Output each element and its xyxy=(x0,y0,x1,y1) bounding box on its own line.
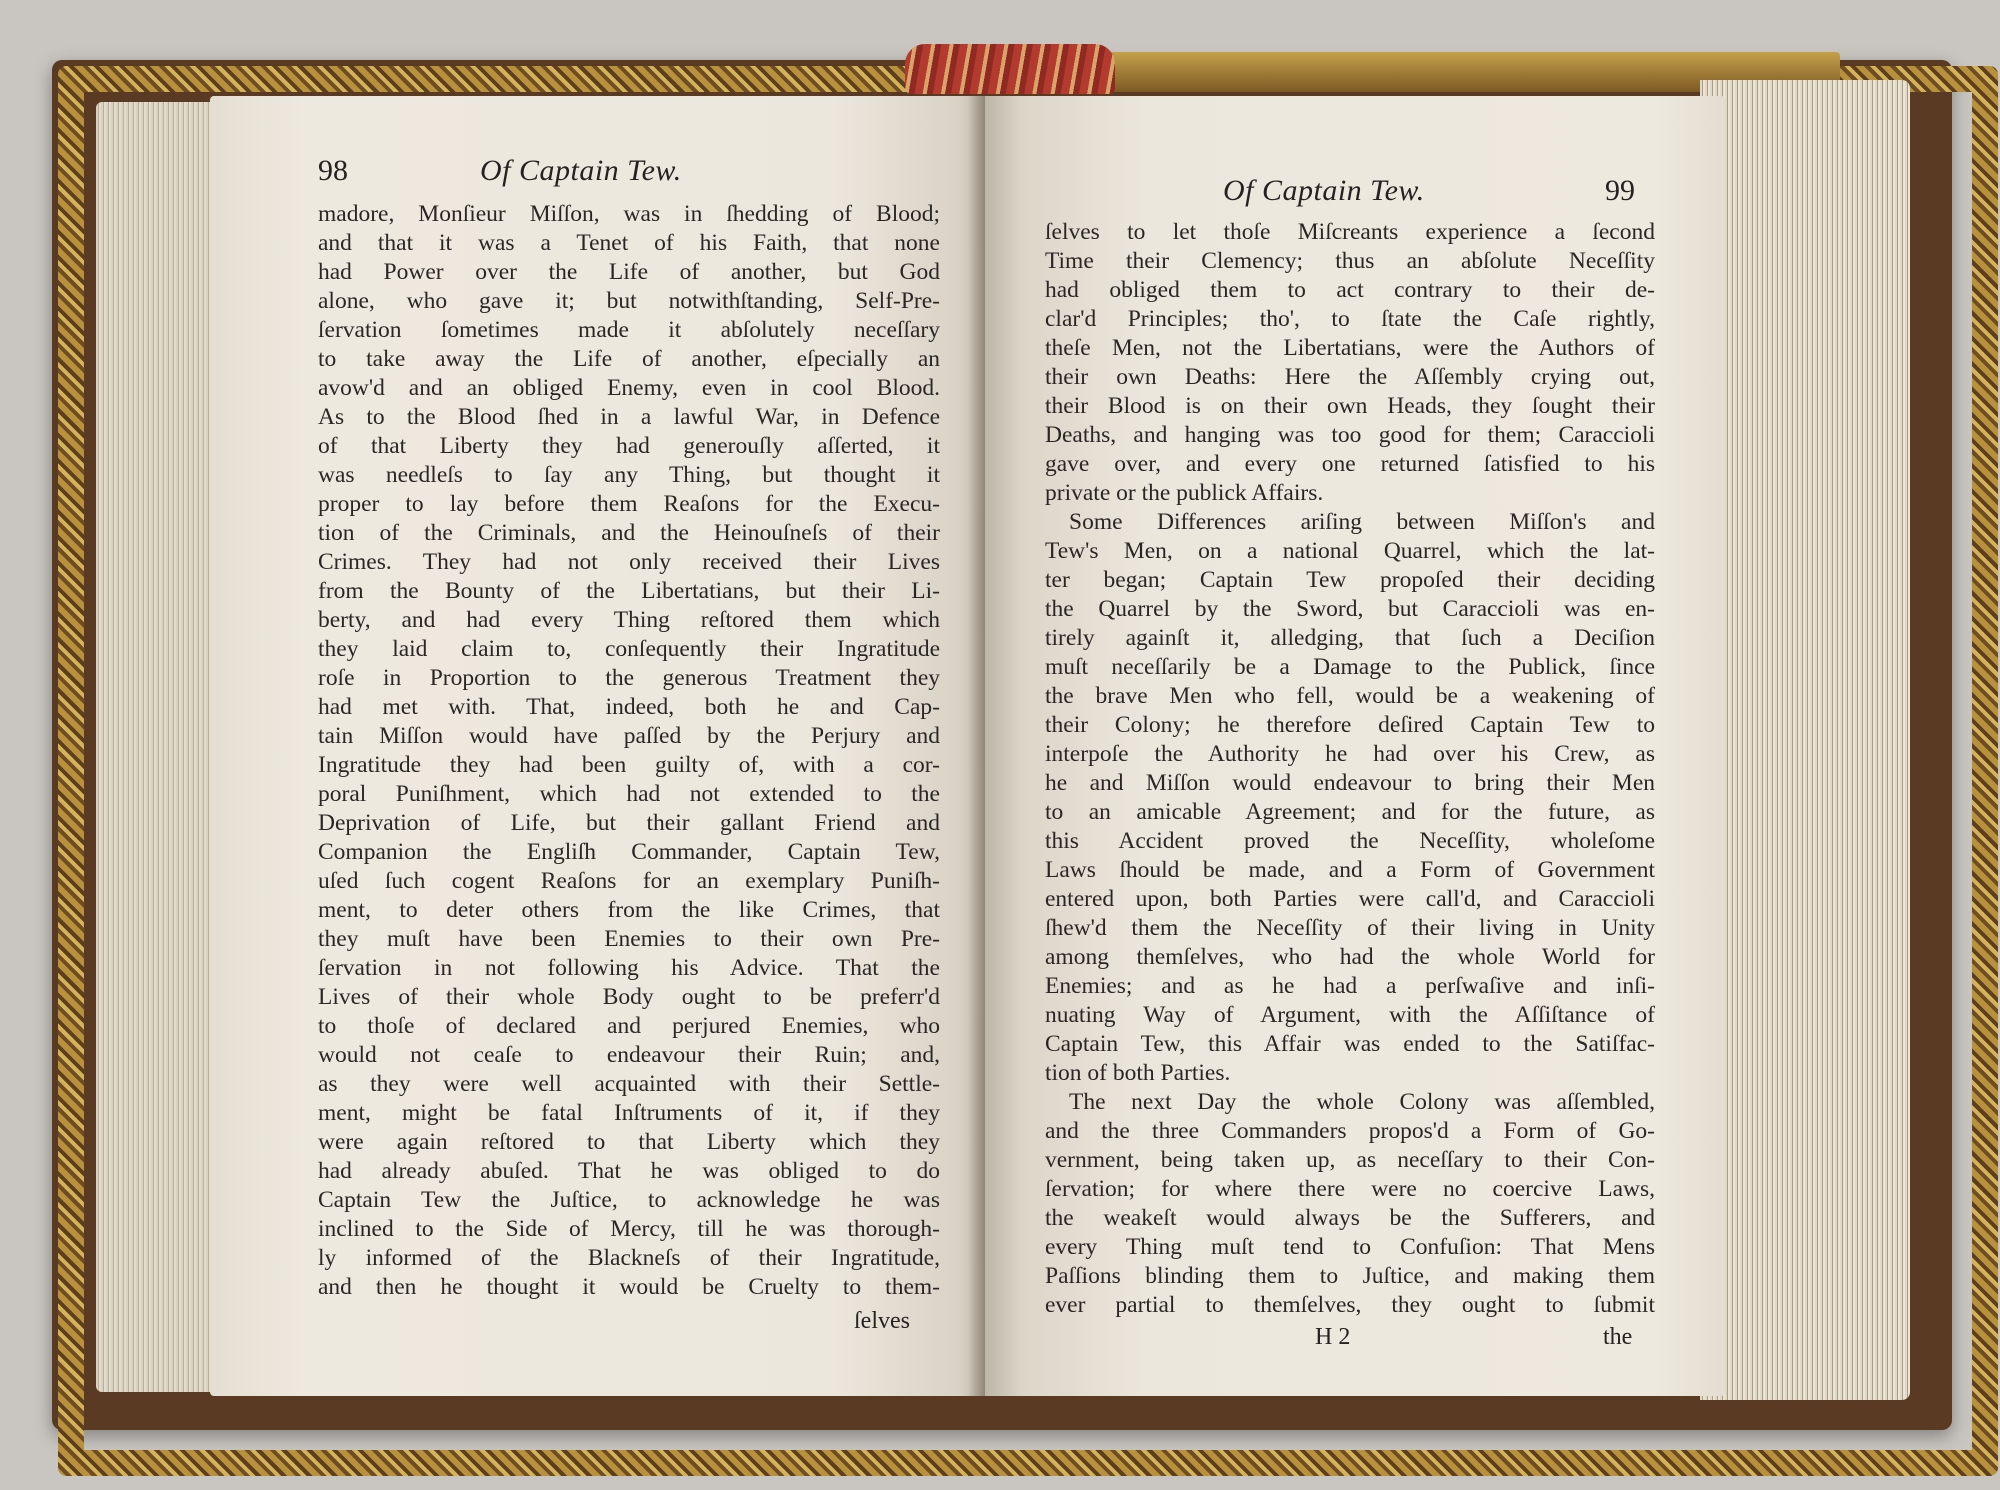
text-line: their own Deaths: Here the Aſſembly crying out, xyxy=(1045,364,1655,390)
text-line: vernment, being taken up, as neceſſary to their Con- xyxy=(1045,1147,1655,1173)
text-line: inclined to the Side of Mercy, till he was thorough- xyxy=(318,1216,940,1242)
left-catchword: ſelves xyxy=(854,1308,910,1334)
text-line: tain Miſſon would have paſſed by the Perjury and xyxy=(318,723,940,749)
text-line: Companion the Engliſh Commander, Captain Tew, xyxy=(318,839,940,865)
text-line: proper to lay before them Reaſons for the Execu- xyxy=(318,491,940,517)
text-line: had Power over the Life of another, but God xyxy=(318,259,940,285)
right-page xyxy=(985,96,1725,1396)
text-line: The next Day the whole Colony was aſſembled, xyxy=(1069,1089,1655,1115)
text-line: As to the Blood ſhed in a lawful War, in Defence xyxy=(318,404,940,430)
text-line: muſt neceſſarily be a Damage to the Publick, ſince xyxy=(1045,654,1655,680)
text-line: Deprivation of Life, but their gallant Friend and xyxy=(318,810,940,836)
text-line: avow'd and an obliged Enemy, even in cool Blood. xyxy=(318,375,940,401)
text-line: entered upon, both Parties were call'd, and Caraccioli xyxy=(1045,886,1655,912)
left-page-edges xyxy=(96,102,216,1392)
text-line: Ingratitude they had been guilty of, with a cor- xyxy=(318,752,940,778)
text-line: private or the publick Affairs. xyxy=(1045,480,1324,506)
text-line: tion of the Criminals, and the Heinouſneſs of their xyxy=(318,520,940,546)
text-line: Tew's Men, on a national Quarrel, which the lat- xyxy=(1045,538,1655,564)
text-line: roſe in Proportion to the generous Treatment they xyxy=(318,665,940,691)
text-line: berty, and had every Thing reſtored them which xyxy=(318,607,940,633)
text-line: ter began; Captain Tew propoſed their deciding xyxy=(1045,567,1655,593)
text-line: among themſelves, who had the whole World for xyxy=(1045,944,1655,970)
text-line: the weakeſt would always be the Sufferers, and xyxy=(1045,1205,1655,1231)
text-line: tirely againſt it, alledging, that ſuch a Deciſion xyxy=(1045,625,1655,651)
text-line: their Colony; he therefore deſired Captain Tew to xyxy=(1045,712,1655,738)
text-line: ment, might be fatal Inſtruments of it, if they xyxy=(318,1100,940,1126)
text-line: interpoſe the Authority he had over his Crew, as xyxy=(1045,741,1655,767)
text-line: and the three Commanders propos'd a Form of Go- xyxy=(1045,1118,1655,1144)
text-line: this Accident proved the Neceſſity, wholeſome xyxy=(1045,828,1655,854)
text-line: their Blood is on their own Heads, they ſought their xyxy=(1045,393,1655,419)
text-line: gave over, and every one returned ſatisfied to his xyxy=(1045,451,1655,477)
left-body-text xyxy=(318,200,940,1302)
text-line: had met with. That, indeed, both he and Cap- xyxy=(318,694,940,720)
text-line: to take away the Life of another, eſpecially an xyxy=(318,346,940,372)
text-line: ment, to deter others from the like Crimes, that xyxy=(318,897,940,923)
text-line: ſhew'd them the Neceſſity of their living in Unity xyxy=(1045,915,1655,941)
text-line: ſelves to let thoſe Miſcreants experience a ſecond xyxy=(1045,219,1655,245)
text-line: nuating Way of Argument, with the Aſſiſtance of xyxy=(1045,1002,1655,1028)
text-line: Enemies; and as he had a perſwaſive and inſi- xyxy=(1045,973,1655,999)
left-running-title: Of Captain Tew. xyxy=(480,154,682,187)
right-page-edges xyxy=(1700,80,1910,1400)
text-line: they laid claim to, conſequently their Ingratitude xyxy=(318,636,940,662)
text-line: every Thing muſt tend to Confuſion: That Mens xyxy=(1045,1234,1655,1260)
text-line: were again reſtored to that Liberty which they xyxy=(318,1129,940,1155)
text-line: and that it was a Tenet of his Faith, that none xyxy=(318,230,940,256)
text-line: Time their Clemency; thus an abſolute Neceſſity xyxy=(1045,248,1655,274)
text-line: was needleſs to ſay any Thing, but thought it xyxy=(318,462,940,488)
text-line: from the Bounty of the Libertatians, but their Li- xyxy=(318,578,940,604)
text-line: had already abuſed. That he was obliged to do xyxy=(318,1158,940,1184)
right-running-title: Of Captain Tew. xyxy=(1223,174,1425,207)
text-line: Laws ſhould be made, and a Form of Government xyxy=(1045,857,1655,883)
text-line: theſe Men, not the Libertatians, were the Authors of xyxy=(1045,335,1655,361)
text-line: madore, Monſieur Miſſon, was in ſhedding of Blood; xyxy=(318,201,940,227)
text-line: had obliged them to act contrary to their de- xyxy=(1045,277,1655,303)
text-line: as they were well acquainted with their Settle- xyxy=(318,1071,940,1097)
text-line: the brave Men who fell, would be a weakening of xyxy=(1045,683,1655,709)
text-line: ſervation ſometimes made it abſolutely neceſſary xyxy=(318,317,940,343)
left-page xyxy=(210,96,990,1396)
text-line: Paſſions blinding them to Juſtice, and making them xyxy=(1045,1263,1655,1289)
text-line: Deaths, and hanging was too good for them; Caraccioli xyxy=(1045,422,1655,448)
text-line: they muſt have been Enemies to their own Pre- xyxy=(318,926,940,952)
text-line: ly informed of the Blackneſs of their Ingratitude, xyxy=(318,1245,940,1271)
text-line: Captain Tew the Juſtice, to acknowledge he was xyxy=(318,1187,940,1213)
signature-mark: H 2 xyxy=(1315,1324,1351,1350)
text-line: alone, who gave it; but notwithſtanding, Self-Pre- xyxy=(318,288,940,314)
text-line: uſed ſuch cogent Reaſons for an exemplary Puniſh- xyxy=(318,868,940,894)
left-page-number: 98 xyxy=(318,154,348,187)
text-line: clar'd Principles; tho', to ſtate the Caſe rightly, xyxy=(1045,306,1655,332)
text-line: he and Miſſon would endeavour to bring their Men xyxy=(1045,770,1655,796)
right-page-number: 99 xyxy=(1605,174,1635,207)
text-line: to thoſe of declared and perjured Enemies, who xyxy=(318,1013,940,1039)
text-line: ever partial to themſelves, they ought to ſubmit xyxy=(1045,1292,1655,1318)
right-catchword: the xyxy=(1603,1324,1633,1350)
text-line: Lives of their whole Body ought to be preferr'd xyxy=(318,984,940,1010)
text-line: the Quarrel by the Sword, but Caraccioli was en- xyxy=(1045,596,1655,622)
headband-ribbon xyxy=(905,44,1115,94)
right-body-text xyxy=(1045,218,1655,1320)
text-line: would not ceaſe to endeavour their Ruin; and, xyxy=(318,1042,940,1068)
text-line: and then he thought it would be Cruelty to them- xyxy=(318,1274,940,1300)
text-line: ſervation; for where there were no coercive Laws, xyxy=(1045,1176,1655,1202)
text-line: Some Differences ariſing between Miſſon's and xyxy=(1069,509,1655,535)
text-line: ſervation in not following his Advice. That the xyxy=(318,955,940,981)
text-line: of that Liberty they had generouſly aſſerted, it xyxy=(318,433,940,459)
text-line: to an amicable Agreement; and for the future, as xyxy=(1045,799,1655,825)
text-line: tion of both Parties. xyxy=(1045,1060,1231,1086)
text-line: poral Puniſhment, which had not extended to the xyxy=(318,781,940,807)
text-line: Crimes. They had not only received their Lives xyxy=(318,549,940,575)
text-line: Captain Tew, this Affair was ended to the Satiſfac- xyxy=(1045,1031,1655,1057)
